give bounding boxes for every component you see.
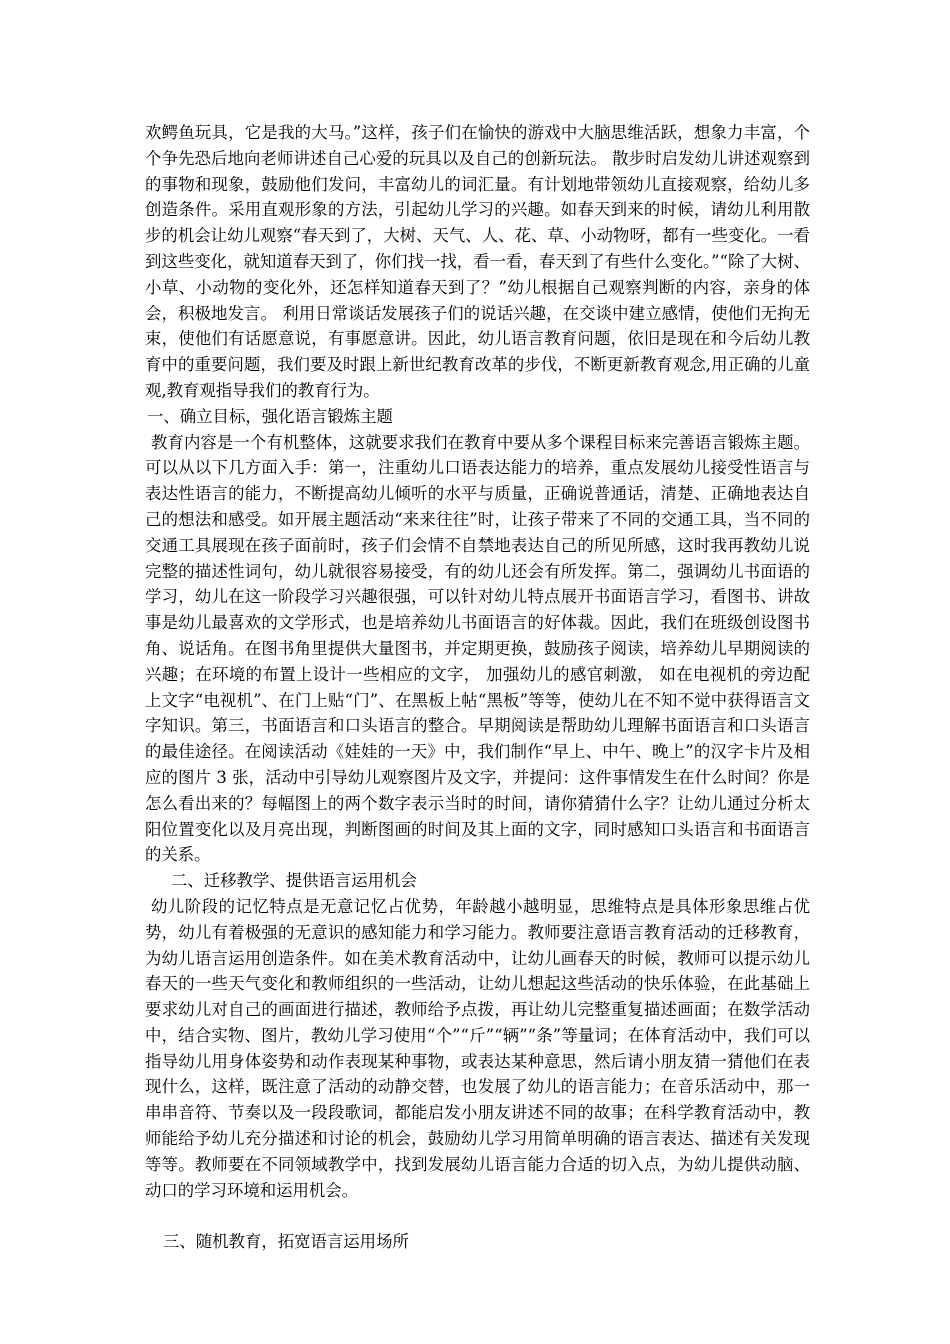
section-heading-2: 二、迁移教学、提供语言运用机会 [171,871,417,891]
paragraph-intro: 欢鳄鱼玩具，它是我的大马。”这样，孩子们在愉快的游戏中大脑思维活跃，想象力丰富，个个争先恐后地向老师讲述自己心爱的玩具以及自己的创新玩法。 散步时启发幼儿讲述观察到的事物和现象，鼓励他们发问，丰富幼儿的词汇量。有计划地带领幼儿直接观察，给幼儿多创造条件。采用直观形象的方法，引起幼儿学习的兴趣。如春天到来的时候，请幼儿利用散步的机会让幼儿观察“春天到了，大树、天气、人、花、草、小动物呀，都有一些变化。一看到这些变化，就知道春天到了，你们找一找，看一看，春天到了有些什么变化。”“除了大树、小草、小动物的变化外，还怎样知道春天到了？”幼儿根据自己观察判断的内容，亲身的体会，积极地发言。 利用日常谈话发展孩子们的说话兴趣，在交谈中建立感情，使他们无拘无束，使他们有话愿意说，有事愿意讲。因此，幼儿语言教育问题，依旧是现在和今后幼儿教育中的重要问题，我们要及时跟上新世纪教育改革的步伐，不断更新教育观念,用正确的儿童观,教育观指导我们的教育行为。 [145,123,810,400]
section-heading-1: 一、确立目标，强化语言锻炼主题 [147,406,393,426]
document-body [145,120,810,1255]
paragraph-section-2: 幼儿阶段的记忆特点是无意记忆占优势，年龄越小越明显，思维特点是具体形象思维占优势，幼儿有着极强的无意识的感知能力和学习能力。教师要注意语言教育活动的迁移教育，为幼儿语言运用创造条件。如在美术教育活动中，让幼儿画春天的时候，教师可以提示幼儿春天的一些天气变化和教师组织的一些活动，让幼儿想起这些活动的快乐体验，在此基础上要求幼儿对自己的画面进行描述，教师给予点拨，再让幼儿完整重复描述画面；在数学活动中，结合实物、图片，教幼儿学习使用“个”“斤”“辆”“条”等量词；在体育活动中，我们可以指导幼儿用身体姿势和动作表现某种事物，或表达某种意思，然后请小朋友猜一猜他们在表现什么，这样，既注意了活动的动静交替，也发展了幼儿的语言能力；在音乐活动中，那一串串音符、节奏以及一段段歌词，都能启发小朋友讲述不同的故事；在科学教育活动中，教师能给予幼儿充分描述和讨论的机会，鼓励幼儿学习用简单明确的语言表达、描述有关发现等等。教师要在不同领域教学中，找到发展幼儿语言能力合适的切入点，为幼儿提供动脑、动口的学习环境和运用机会。 [145,896,810,1200]
paragraph-section-1: 教育内容是一个有机整体，这就要求我们在教育中要从多个课程目标来完善语言锻炼主题。可以从以下几方面入手：第一，注重幼儿口语表达能力的培养，重点发展幼儿接受性语言与表达性语言的能力，不断提高幼儿倾听的水平与质量，正确说普通话，清楚、正确地表达自己的想法和感受。如开展主题活动“来来往往”时，让孩子带来了不同的交通工具，当不同的交通工具展现在孩子面前时，孩子们会情不自禁地表达自己的所见所感，这时我再教幼儿说完整的描述性词句，幼儿就很容易接受，有的幼儿还会有所发挥。第二，强调幼儿书面语的学习，幼儿在这一阶段学习兴趣很强，可以针对幼儿特点展开书面语言学习，看图书、讲故事是幼儿最喜欢的文学形式，也是培养幼儿书面语言的好体裁。因此，我们在班级创设图书角、说话角。在图书角里提供大量图书，并定期更换，鼓励孩子阅读，培养幼儿早期阅读的兴趣；在环境的布置上设计一些相应的文字， 加强幼儿的感官刺激， 如在电视机的旁边配上文字“电视机”、在门上贴“门”、在黑板上帖“黑板”等等，使幼儿在不知不觉中获得语言文字知识。第三，书面语言和口头语言的整合。早期阅读是帮助幼儿理解书面语言和口头语言的最佳途径。在阅读活动《娃娃的一天》中，我们制作“早上、中午、晚上”的汉字卡片及相应的图片 3 张，活动中引导幼儿观察图片及文字，并提问：这件事情发生在什么时间？你是怎么看出来的？每幅图上的两个数字表示当时的时间，请你猜猜什么字？让幼儿通过分析太阳位置变化以及月亮出现，判断图画的时间及其上面的文字，同时感知口头语言和书面语言的关系。 [145,432,810,865]
section-heading-3: 三、随机教育，拓宽语言运用场所 [163,1232,409,1252]
